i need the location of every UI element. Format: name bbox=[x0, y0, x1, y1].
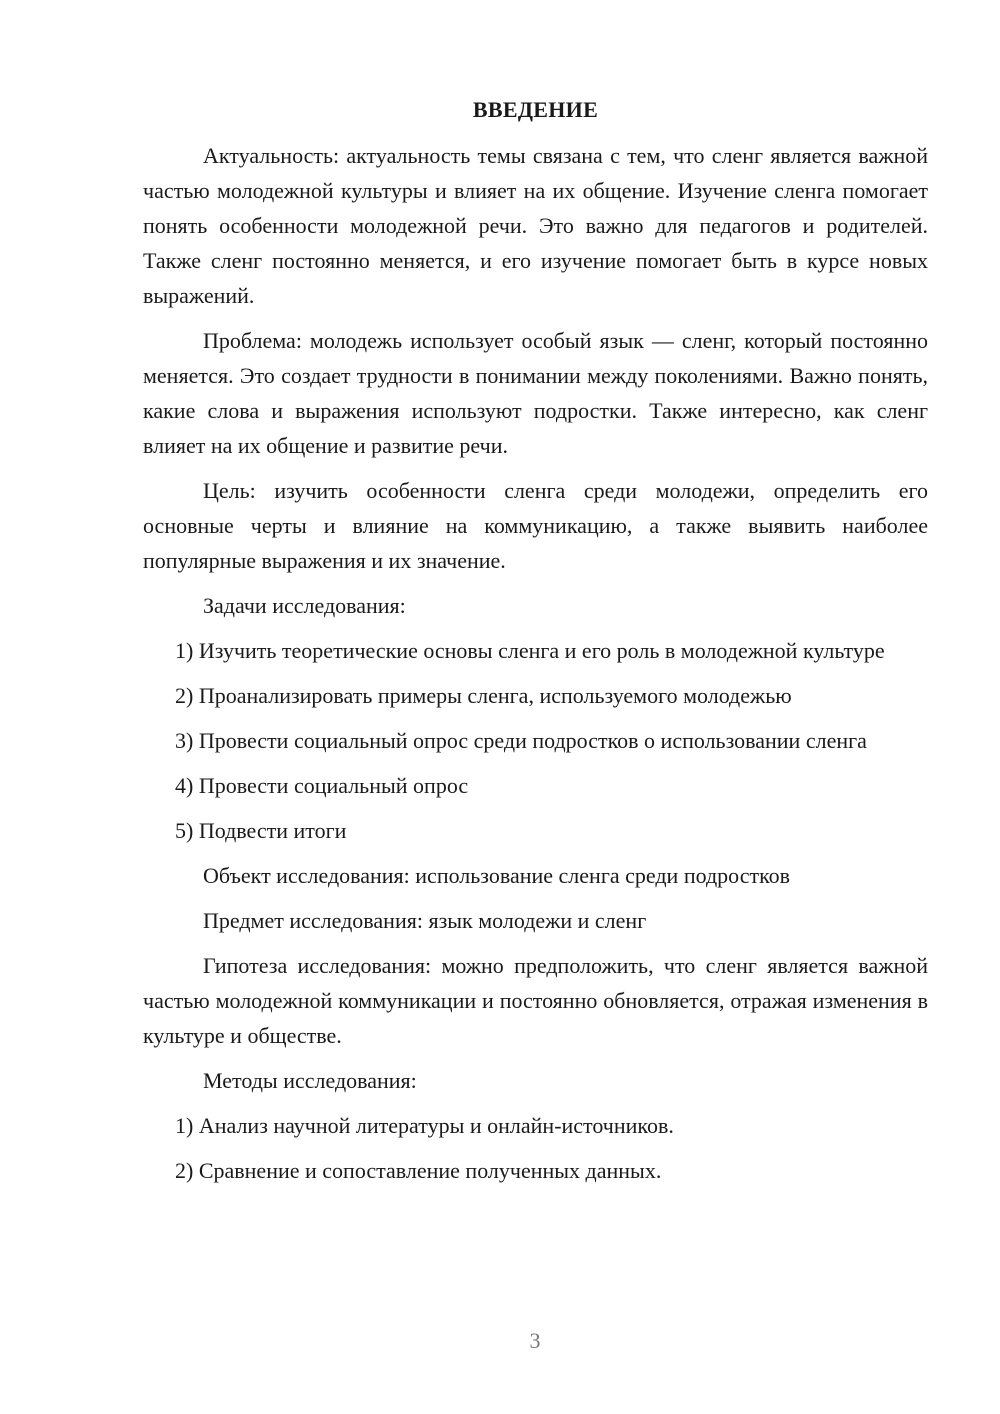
object-paragraph: Объект исследования: использование сленга среди подростков bbox=[203, 863, 791, 888]
method-item: 1) Анализ научной литературы и онлайн-источников. bbox=[175, 1113, 674, 1138]
task-item: 4) Провести социальный опрос bbox=[175, 773, 469, 798]
problem-paragraph: Проблема: молодежь использует особый язык — сленг, который постоянно меняется. Это создает трудности в понимании между поколениями. Важно понять, какие слова и выражения используют подростки. Также интересно, как сленг влияет на их общение и развитие речи. bbox=[143, 328, 928, 458]
page-number: 3 bbox=[529, 1328, 541, 1353]
subject-paragraph: Предмет исследования: язык молодежи и сленг bbox=[203, 908, 647, 933]
tasks-heading: Задачи исследования: bbox=[203, 593, 406, 618]
task-item: 1) Изучить теоретические основы сленга и его роль в молодежной культуре bbox=[175, 638, 885, 663]
task-item: 5) Подвести итоги bbox=[175, 818, 347, 843]
document-page bbox=[143, 95, 928, 1198]
task-item: 3) Провести социальный опрос среди подростков о использовании сленга bbox=[175, 728, 867, 753]
relevance-paragraph: Актуальность: актуальность темы связана с тем, что сленг является важной частью молодежной культуры и влияет на их общение. Изучение сленга помогает понять особенности молодежной речи. Это важно для педагогов и родителей. Также сленг постоянно меняется, и его изучение помогает быть в курсе новых выражений. bbox=[143, 143, 928, 308]
methods-heading: Методы исследования: bbox=[203, 1068, 417, 1093]
task-item: 2) Проанализировать примеры сленга, используемого молодежью bbox=[175, 683, 792, 708]
page-title: ВВЕДЕНИЕ bbox=[472, 97, 599, 122]
goal-paragraph: Цель: изучить особенности сленга среди молодежи, определить его основные черты и влияние на коммуникацию, а также выявить наиболее популярные выражения и их значение. bbox=[143, 478, 928, 573]
method-item: 2) Сравнение и сопоставление полученных данных. bbox=[175, 1158, 662, 1183]
hypothesis-paragraph: Гипотеза исследования: можно предположить, что сленг является важной частью молодежной коммуникации и постоянно обновляется, отражая изменения в культуре и обществе. bbox=[143, 953, 928, 1048]
